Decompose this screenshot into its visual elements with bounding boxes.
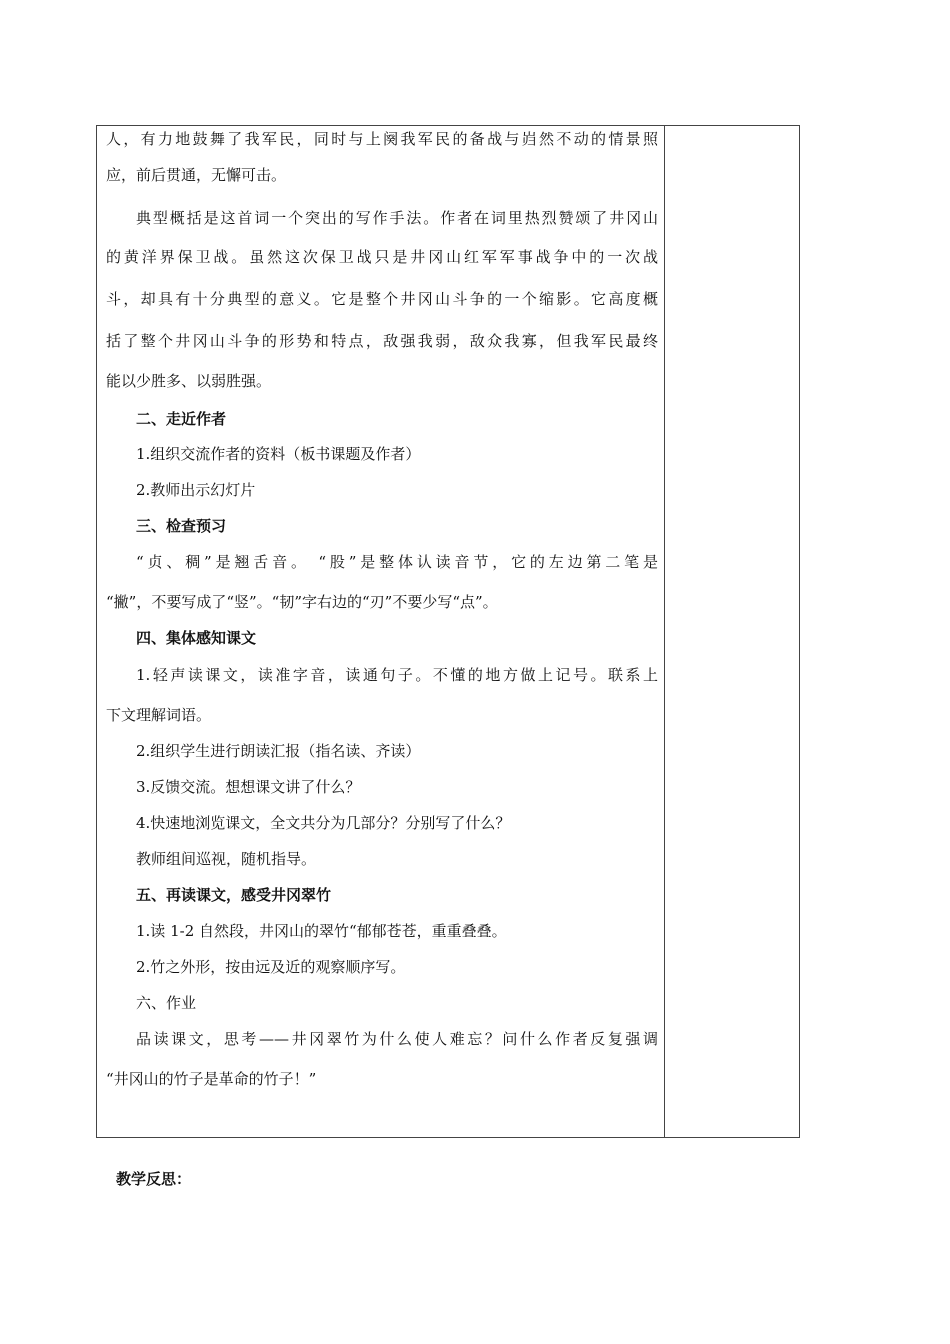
- text-line: 教师组间巡视，随机指导。: [136, 850, 317, 868]
- table-column-divider: [664, 125, 665, 1138]
- text-line: 人，有力地鼓舞了我军民，同时与上阕我军民的备战与岿然不动的情景照: [106, 130, 658, 148]
- section-heading: 三、检查预习: [136, 517, 227, 535]
- text-line: 2.竹之外形，按由远及近的观察顺序写。: [136, 958, 406, 976]
- text-line: 4.快速地浏览课文，全文共分为几部分？分别写了什么？: [136, 814, 511, 832]
- text-line: 能以少胜多、以弱胜强。: [106, 372, 272, 390]
- text-line: 1.轻声读课文，读准字音，读通句子。不懂的地方做上记号。联系上: [136, 666, 658, 684]
- text-line: 1.读 1-2 自然段，井冈山的翠竹“郁郁苍苍，重重叠叠。: [136, 922, 507, 940]
- section-heading: 四、集体感知课文: [136, 629, 257, 647]
- section-heading: 六、作业: [136, 994, 197, 1012]
- text-line: 2.教师出示幻灯片: [136, 481, 256, 499]
- text-line: 2.组织学生进行朗读汇报（指名读、齐读）: [136, 742, 421, 760]
- text-line: “贞、稠”是翘舌音。 “股”是整体认读音节，它的左边第二笔是: [136, 553, 658, 571]
- text-line: “井冈山的竹子是革命的竹子！”: [106, 1070, 317, 1088]
- text-line: 斗，却具有十分典型的意义。它是整个井冈山斗争的一个缩影。它高度概: [106, 290, 658, 308]
- text-line: 3.反馈交流。想想课文讲了什么？: [136, 778, 361, 796]
- text-line: 典型概括是这首词一个突出的写作手法。作者在词里热烈赞颂了井冈山: [136, 209, 658, 227]
- text-line: 的黄洋界保卫战。虽然这次保卫战只是井冈山红军军事战争中的一次战: [106, 248, 658, 266]
- text-line: 括了整个井冈山斗争的形势和特点，敌强我弱，敌众我寡，但我军民最终: [106, 332, 658, 350]
- teaching-reflection-label: 教学反思：: [116, 1170, 192, 1188]
- section-heading: 二、走近作者: [136, 410, 227, 428]
- text-line: 品读课文，思考——井冈翠竹为什么使人难忘？问什么作者反复强调: [136, 1030, 658, 1048]
- section-heading: 五、再读课文，感受井冈翠竹: [136, 886, 332, 904]
- text-line: 1.组织交流作者的资料（板书课题及作者）: [136, 445, 421, 463]
- text-line: 下文理解词语。: [106, 706, 212, 724]
- text-line: 应，前后贯通，无懈可击。: [106, 166, 287, 184]
- text-line: “撇”，不要写成了“竖”。“韧”字右边的“刃”不要少写“点”。: [106, 593, 498, 611]
